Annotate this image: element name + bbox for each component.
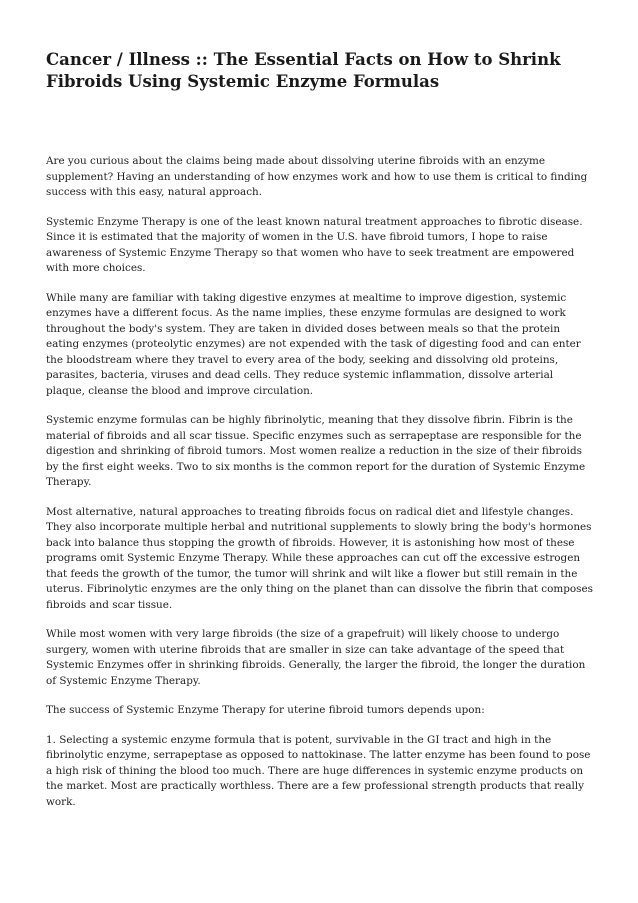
paragraph-systemic-enzymes: While many are familiar with taking digestive enzymes at mealtime to improve digestion, systemic enzymes have a different focus. As the name implies, these enzyme formulas are designed to work throughout the body's system. They are taken in divided doses between meals so that the protein eating enzymes (proteolytic enzymes) are not expended with the task of digesting food and can enter the bloodstream where they travel to every area of the body, seeking and dissolving old proteins, parasites, bacteria, viruses and dead cells. They reduce systemic inflammation, dissolve arterial plaque, cleanse the blood and improve circulation. bbox=[46, 291, 581, 397]
paragraph-intro: Are you curious about the claims being made about dissolving uterine fibroids with an enzyme supplement? Having an understanding of how enzymes work and how to use them is critical to finding success with this easy, natural approach. bbox=[46, 155, 588, 198]
paragraph-fibrinolytic: Systemic enzyme formulas can be highly fibrinolytic, meaning that they dissolve fibrin. Fibrin is the material of fibroids and all scar tissue. Specific enzymes such as serrapeptase are responsible for the digestion and shrinking of fibroid tumors. Most women realize a reduction in the size of their fibroids by the first eight weeks. Two to six months is the common report for the duration of Systemic Enzyme Therapy. bbox=[46, 414, 586, 488]
paragraph-list-item-1: 1. Selecting a systemic enzyme formula that is potent, survivable in the GI tract and high in the fibrinolytic enzyme, serrapeptase as opposed to nattokinase. The latter enzyme has been found to pose a high risk of thining the blood too much. There are huge differences in systemic enzyme products on the market. Most are practically worthless. There are a few professional strength products that really work. bbox=[46, 733, 591, 808]
document-title: Cancer / Illness :: The Essential Facts on How to Shrink Fibroids Using Systemic Enzyme Formulas bbox=[46, 50, 561, 91]
paragraph-large-fibroids: While most women with very large fibroids (the size of a grapefruit) will likely choose to undergo surgery, women with uterine fibroids that are smaller in size can take advantage of the speed that Systemic Enzymes offer in shrinking fibroids. Generally, the larger the fibroid, the longer the duration of Systemic Enzyme Therapy. bbox=[46, 628, 586, 687]
paragraph-success-factors: The success of Systemic Enzyme Therapy for uterine fibroid tumors depends upon: bbox=[46, 704, 485, 716]
paragraph-awareness: Systemic Enzyme Therapy is one of the least known natural treatment approaches to fibrotic disease. Since it is estimated that the majority of women in the U.S. have fibroid tumors, I hope to raise awareness of Systemic Enzyme Therapy so that women who have to seek treatment are empowered with more choices. bbox=[46, 215, 583, 274]
paragraph-alternative-approaches: Most alternative, natural approaches to treating fibroids focus on radical diet and lifestyle changes. They also incorporate multiple herbal and nutritional supplements to slowly bring the body's hormones back into balance thus stopping the growth of fibroids. However, it is astonishing how most of these programs omit Systemic Enzyme Therapy. While these approaches can cut off the excessive estrogen that feeds the growth of the tumor, the tumor will shrink and wilt like a flower but still remain in the uterus. Fibrinolytic enzymes are the only thing on the planet than can dissolve the fibrin that composes fibroids and scar tissue. bbox=[46, 505, 593, 611]
document-body bbox=[46, 154, 594, 824]
